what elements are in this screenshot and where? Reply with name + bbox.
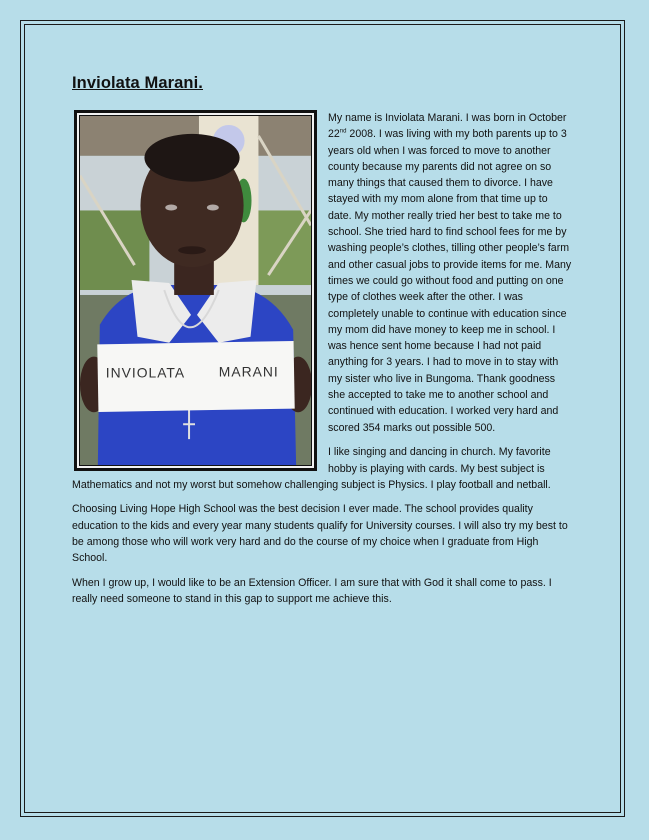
paragraph-school: Choosing Living Hope High School was the best decision I ever made. The school provides quality education to the kids and every year many students qualify for University courses. I will also try my best to be among those who will work very hard and do the course of my choice when I graduate from High School.: [72, 503, 568, 565]
paragraph-ambition: When I grow up, I would like to be an Extension Officer. I am sure that with God it shall come to pass. I really need someone to stand in this gap to support me achieve this.: [72, 576, 552, 606]
paragraph-hobbies: I like singing and dancing in church. My favorite hobby is playing with cards. My best subject is Mathematics and not my worst but somehow challenging subject is Physics. I play football and netball.: [72, 446, 551, 491]
student-photo-frame: [74, 110, 317, 471]
page-title: Inviolata Marani.: [72, 74, 203, 92]
paragraph-biography: My name is Inviolata Marani. I was born in October 22nd 2008. I was living with my both parents up to 3 years old when I was forced to move to another county because my parents did not agree on so many things that caused them to divorce. I have stayed with my mom alone from that time up to date. My mother really tried her best to take me to school. She tried hard to find school fees for me by washing people’s clothes, tilling other people’s farm and other casual jobs to provide items for me. Many times we could go without food and putting on one type of clothes week after the other. I was completely unable to continue with education since my mom did have money to keep me in school. I was hence sent home because I had not paid anything for 3 years. I had to move in to stay with my sister who live in Bungoma. Thank goodness she accepted to take me to another school and continued with education. I worked very hard and scored 354 marks out possible 500.: [328, 112, 572, 434]
sign-text-right: MARANI: [218, 363, 279, 380]
sign-text-left: INVIOLATA: [105, 364, 186, 381]
student-photo: [79, 115, 312, 466]
document-body: [72, 110, 572, 616]
